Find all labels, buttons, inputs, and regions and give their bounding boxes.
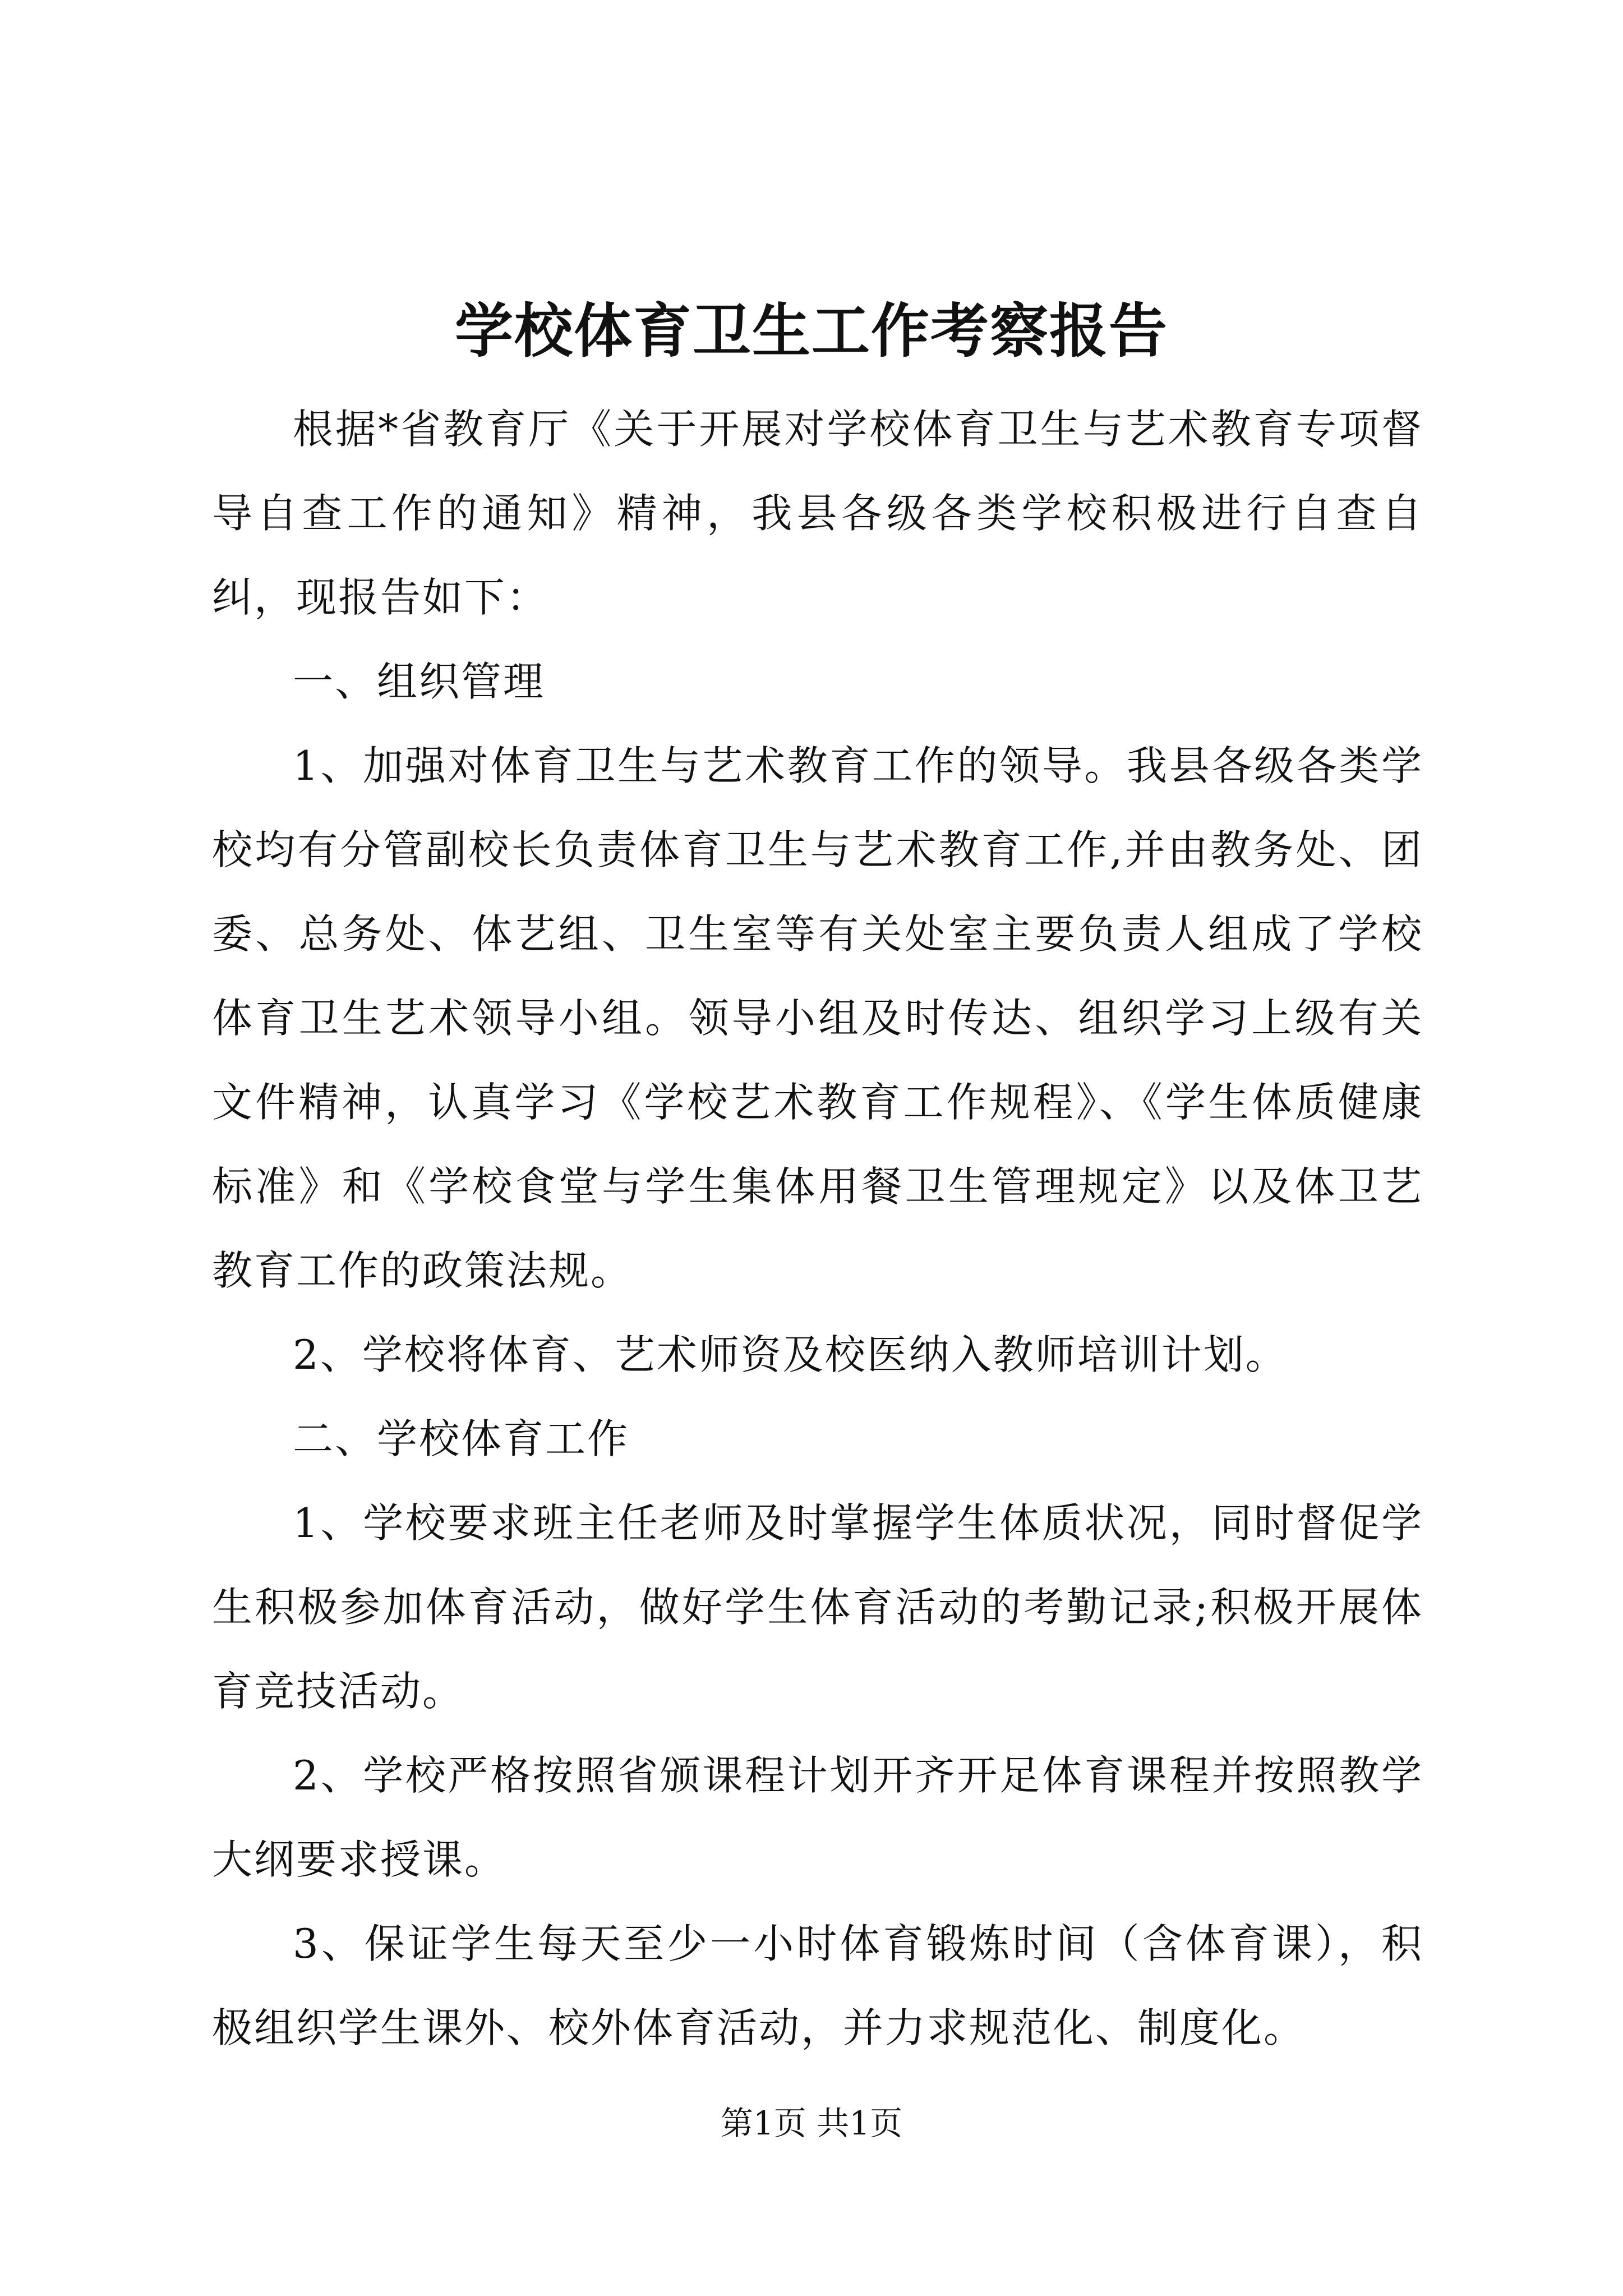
paragraph-student-fitness: 1、学校要求班主任老师及时掌握学生体质状况，同时督促学生积极参加体育活动，做好学生体育活动的考勤记录;积极开展体育竞技活动。 xyxy=(212,1499,1423,1715)
intro-paragraph: 根据*省教育厅《关于开展对学校体育卫生与艺术教育专项督导自查工作的通知》精神，我县各级各类学校积极进行自查自纠，现报告如下： xyxy=(212,406,1423,621)
paragraph-curriculum: 2、学校严格按照省颁课程计划开齐开足体育课程并按照教学大纲要求授课。 xyxy=(212,1752,1423,1883)
section-heading-pe-work: 二、学校体育工作 xyxy=(293,1415,630,1462)
paragraph-teacher-training: 2、学校将体育、艺术师资及校医纳入教师培训计划。 xyxy=(293,1331,1288,1378)
document-title: 学校体育卫生工作考察报告 xyxy=(454,296,1168,365)
paragraph-leadership: 1、加强对体育卫生与艺术教育工作的领导。我县各级各类学校均有分管副校长负责体育卫生与艺术教育工作,并由教务处、团委、总务处、体艺组、卫生室等有关处室主要负责人组成了学校体育卫生艺术领导小组。领导小组及时传达、组织学习上级有关文件精神，认真学习《学校艺术教育工作规程》、《学生体质健康标准》和《学校食堂与学生集体用餐卫生管理规定》以及体卫艺教育工作的政策法规。 xyxy=(212,742,1423,1294)
paragraph-daily-exercise: 3、保证学生每天至少一小时体育锻炼时间（含体育课），积极组织学生课外、校外体育活动，并力求规范化、制度化。 xyxy=(212,1920,1423,2051)
section-heading-organization: 一、组织管理 xyxy=(293,658,546,705)
document-body xyxy=(212,387,1423,2070)
page-footer: 第1页 共1页 xyxy=(720,2104,903,2142)
